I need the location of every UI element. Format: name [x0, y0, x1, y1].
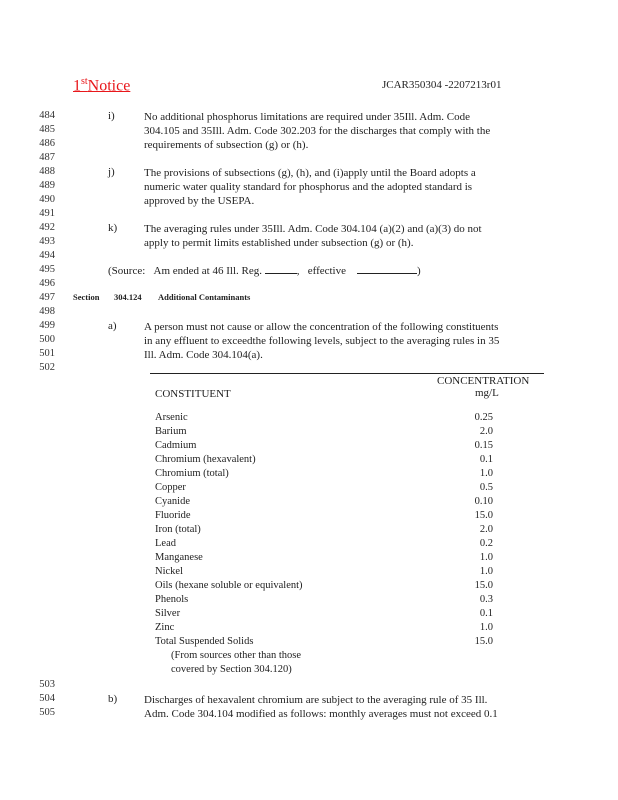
line-number: 505	[39, 707, 55, 718]
line-number: 496	[39, 278, 55, 289]
subsection-label-a: a)	[108, 320, 117, 332]
line-number: 498	[39, 306, 55, 317]
subsection-label-i: i)	[108, 110, 115, 122]
section-title: Additional Contaminants	[158, 292, 251, 302]
section-word: Section	[73, 292, 100, 302]
constituent-value: 2.0	[479, 426, 493, 437]
table-header-units: mg/L	[475, 387, 499, 399]
line-number: 504	[39, 693, 55, 704]
constituent-value: 15.0	[474, 510, 493, 521]
line-number: 487	[39, 152, 55, 163]
table-rule	[150, 373, 544, 374]
constituent-name: Nickel	[155, 566, 183, 577]
constituent-value: 1.0	[479, 566, 493, 577]
line-number: 494	[39, 250, 55, 261]
line-number: 490	[39, 194, 55, 205]
table-header-concentration: CONCENTRATION	[437, 375, 530, 387]
constituent-value: 15.0	[474, 636, 493, 647]
line-number: 486	[39, 138, 55, 149]
constituent-name: Cadmium	[155, 440, 197, 451]
paragraph-b: Discharges of hexavalent chromium are subject to the averaging rule of 35 Ill. Adm. Code 304.104 modified as follows: monthly averages must not exceed 0.1	[144, 694, 498, 720]
constituent-value: 0.25	[474, 412, 493, 423]
line-number: 493	[39, 236, 55, 247]
line-number: 491	[39, 208, 55, 219]
subsection-label-k: k)	[108, 222, 118, 234]
line-number: 501	[39, 348, 55, 359]
constituent-value: 0.15	[474, 440, 493, 451]
line-number: 488	[39, 166, 55, 177]
blank-field	[357, 264, 417, 274]
paragraph-j: The provisions of subsections (g), (h), and (i)apply until the Board adopts a numeric water quality standard for phosphorus and the adopted standard is approved by the USEPA.	[144, 167, 476, 207]
constituent-name: Cyanide	[155, 496, 190, 507]
constituent-name: Silver	[155, 608, 181, 619]
constituent-name: Total Suspended Solids	[155, 636, 254, 647]
constituent-name: Oils (hexane soluble or equivalent)	[155, 580, 303, 591]
table-header-constituent: CONSTITUENT	[155, 388, 231, 400]
constituent-name: Manganese	[155, 552, 203, 563]
subsection-label-b: b)	[108, 693, 118, 705]
constituent-value: 0.5	[479, 482, 493, 493]
line-number: 499	[39, 320, 55, 331]
table-note: covered by Section 304.120)	[171, 664, 292, 675]
source-note: (Source: Am ended at 46 Ill. Reg. , effective )	[108, 265, 421, 277]
constituent-value: 0.1	[479, 454, 493, 465]
constituent-name: Iron (total)	[155, 524, 201, 535]
constituent-name: Zinc	[155, 622, 175, 633]
constituent-value: 0.3	[479, 594, 493, 605]
line-number: 500	[39, 334, 55, 345]
constituent-value: 1.0	[479, 622, 493, 633]
line-number: 502	[39, 362, 55, 373]
constituent-value: 15.0	[474, 580, 493, 591]
table-note: (From sources other than those	[171, 650, 302, 661]
paragraph-k: The averaging rules under 35Ill. Adm. Code 304.104 (a)(2) and (a)(3) do not apply to permit limits established under subsection (g) or (h).	[144, 223, 482, 249]
paragraph-a: A person must not cause or allow the concentration of the following constituents in any effluent to exceedthe following levels, subject to the averaging rules in 35 Ill. Adm. Code 304.104(a).	[144, 321, 500, 361]
constituent-name: Chromium (total)	[155, 468, 229, 479]
constituent-value: 0.2	[479, 538, 493, 549]
subsection-label-j: j)	[108, 166, 115, 178]
constituent-name: Arsenic	[155, 412, 188, 423]
document-id: JCAR350304 -2207213r01	[382, 79, 502, 91]
constituent-value: 0.1	[479, 608, 493, 619]
constituent-name: Lead	[155, 538, 176, 549]
line-number: 503	[39, 679, 55, 690]
line-number: 489	[39, 180, 55, 191]
constituent-name: Fluoride	[155, 510, 191, 521]
section-number: 304.124	[114, 292, 142, 302]
constituent-name: Chromium (hexavalent)	[155, 454, 256, 465]
constituent-value: 1.0	[479, 552, 493, 563]
blank-field	[265, 264, 297, 274]
constituent-value: 0.10	[474, 496, 493, 507]
constituent-value: 2.0	[479, 524, 493, 535]
line-number: 492	[39, 222, 55, 233]
line-number: 485	[39, 124, 55, 135]
line-number: 497	[39, 292, 55, 303]
line-number: 484	[39, 110, 55, 121]
line-number: 495	[39, 264, 55, 275]
constituent-value: 1.0	[479, 468, 493, 479]
constituent-name: Copper	[155, 482, 186, 493]
constituent-name: Phenols	[155, 594, 189, 605]
notice-label: 1stNotice	[73, 76, 131, 95]
paragraph-i: No additional phosphorus limitations are required under 35Ill. Adm. Code 304.105 and 35Ill. Adm. Code 302.203 for the discharges that comply with the requirements of subsection (g) or (h).	[144, 111, 491, 151]
constituent-name: Barium	[155, 426, 187, 437]
